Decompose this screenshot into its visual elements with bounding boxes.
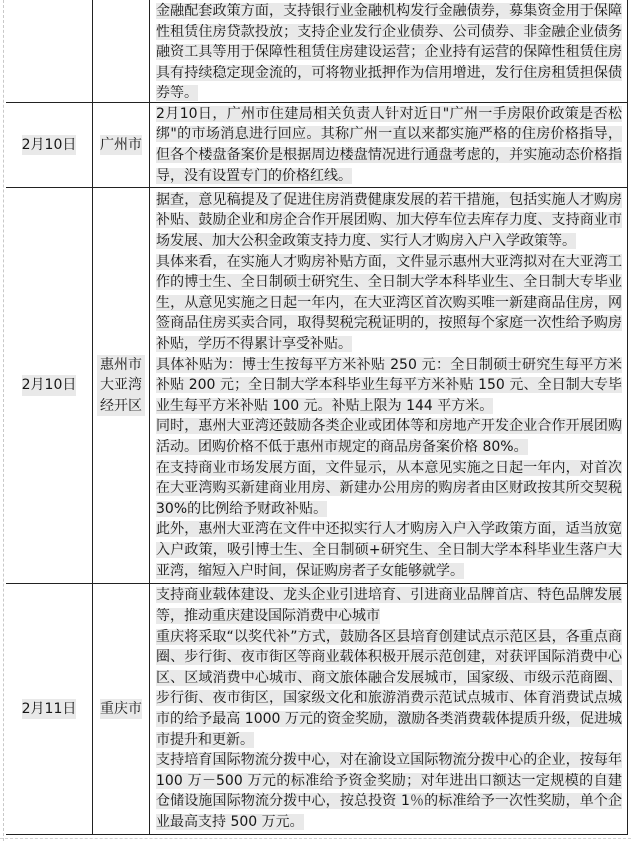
date-cell	[6, 584, 93, 834]
paragraph	[156, 458, 622, 520]
content-cell	[150, 188, 628, 583]
content-cell	[150, 584, 628, 834]
policy-news-table	[6, 0, 628, 835]
paragraph	[156, 416, 622, 457]
paragraph-text: 据查，意见稿提及了促进住房消费健康发展的若干措施，包括实施人才购房补贴、鼓励企业和房企合作开展团购、加大停车位去库存力度、支持商业市场发展、加大公积金政策支持力度、实行人才购房入户入学政策等。	[156, 191, 622, 250]
content-cell	[150, 103, 628, 187]
paragraph	[156, 252, 622, 355]
city-text: 重庆市	[100, 699, 142, 720]
paragraph-text: 在支持商业市场发展方面，文件显示，从本意见实施之日起一年内，对首次在大亚湾购买新建商业用房、新建办公用房的购房者由区财政按其所交契税 30%的比例给予财政补贴。	[156, 459, 622, 517]
date-cell	[6, 103, 93, 187]
paragraph-text: 同时，惠州大亚湾还鼓励各类企业或团体等和房地产开发企业合作开展团购活动。团购价格不低于惠州市规定的商品房备案价格 80%。	[156, 418, 622, 455]
date-cell	[6, 0, 93, 102]
date-cell	[6, 188, 93, 583]
date-text: 2月10日	[22, 375, 77, 396]
paragraph-text: 2月10日，广州市住建局相关负责人针对近日"广州一手房限价政策是否松绑"的市场消息进行回应。其称广州一直以来都实施严格的住房价格指导，但各个楼盘备案价是根据周边楼盘情况进行通盘考虑的，并实施动态价格指导，没有设置专门的价格红线。	[156, 105, 622, 184]
paragraph	[156, 519, 622, 581]
content-cell	[150, 0, 628, 102]
city-cell	[93, 0, 150, 102]
paragraph-text: 支持商业载体建设、龙头企业引进培育、引进商业品牌首店、特色品牌发展等，推动重庆建设国际消费中心城市	[156, 587, 622, 625]
page-boundary-left-dash	[3, 0, 4, 841]
paragraph-text: 支持培育国际物流分拨中心，对在渝设立国际物流分拨中心的企业，按每年 100 万－500 万元的标准给予资金奖励；对年进出口额达一定规模的自建仓储设施国际物流分拨中心，按总投资 1％的标准给予一次性奖励，单个企业最高支持 500 万元。	[156, 752, 622, 830]
table-row	[6, 0, 628, 103]
table-row	[6, 103, 628, 188]
paragraph	[156, 355, 622, 417]
paragraph	[156, 750, 622, 832]
paragraph	[156, 1, 622, 102]
paragraph	[156, 104, 622, 186]
paragraph	[156, 627, 622, 751]
page-boundary-bottom-dash	[0, 838, 631, 839]
city-cell	[93, 103, 150, 187]
paragraph	[156, 585, 622, 626]
paragraph-text: 具体来看，在实施人才购房补贴方面，文件显示惠州大亚湾拟对在大亚湾工作的博士生、全日制硕士研究生、全日制大学本科毕业生、全日制大专毕业生，从意见实施之日起一年内，在大亚湾区首次购买唯一新建商品住房，网签商品住房买卖合同，取得契税完税证明的，按照每个家庭一次性给予购房补贴，学历不得累计享受补贴。	[156, 253, 622, 353]
paragraph-text: 具体补贴为：博士生按每平方米补贴 250 元：全日制硕士研究生每平方米补贴 200 元；全日制大学本科毕业生每平方米补贴 150 元、全日制大专毕业生每平方米补贴 100 元。补贴上限为 144 平方米。	[156, 356, 622, 414]
paragraph-text: 此外，惠州大亚湾在文件中还拟实行人才购房入户入学政策方面，适当放宽入户政策，吸引博士生、全日制硕+研究生、全日制大学本科毕业生落户大亚湾，缩短入户时间，保证购房者子女能够就学。	[156, 521, 622, 579]
city-text: 广州市	[100, 135, 142, 156]
date-text: 2月11日	[22, 699, 77, 720]
city-text: 惠州市大亚湾经开区	[97, 355, 145, 417]
city-cell	[93, 584, 150, 834]
table-row	[6, 584, 628, 835]
city-cell	[93, 188, 150, 583]
date-text: 2月10日	[22, 135, 77, 156]
paragraph	[156, 190, 622, 252]
paragraph-text: 重庆将采取“以奖代补”方式，鼓励各区县培育创建试点示范区县，各重点商圈、步行街、夜市街区等商业载体积极开展示范创建，对获评国际消费中心区、区域消费中心城市、商文旅体融合发展城市，国家级、市级示范商圈、步行街、夜市街区，国家级文化和旅游消费示范试点城市、体育消费试点城市的给予最高 1000 万元的资金奖励，激励各类消费载体提质升级，促进城市提升和更新。	[156, 628, 622, 748]
paragraph-text: 金融配套政策方面，支持银行业金融机构发行金融债券，募集资金用于保障性租赁住房贷款投放；支持企业发行企业债券、公司债券、非金融企业债务融资工具等用于保障性租赁住房建设运营；企业持有运营的保障性租赁住房具有持续稳定现金流的，可将物业抵押作为信用增进，发行住房租赁担保债券等。	[156, 3, 622, 102]
table-row	[6, 188, 628, 584]
